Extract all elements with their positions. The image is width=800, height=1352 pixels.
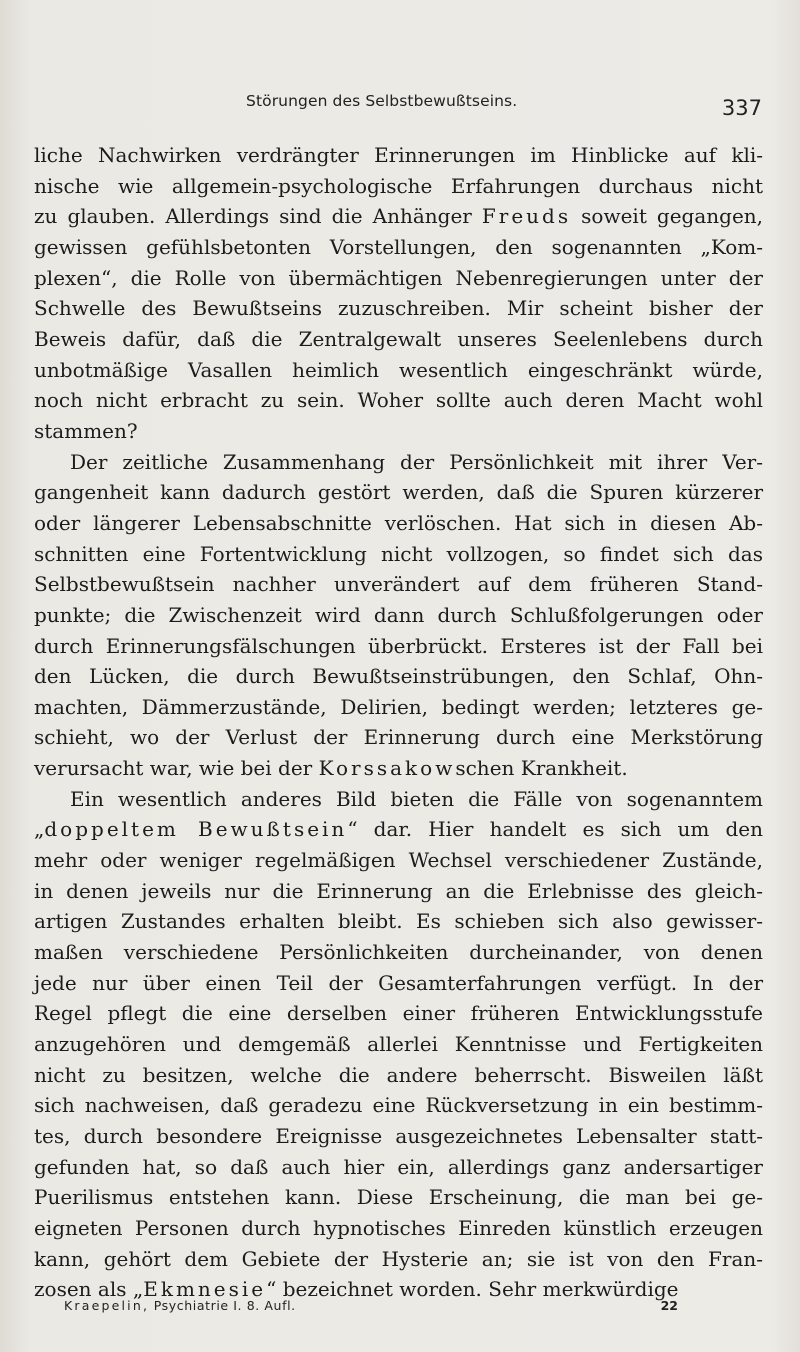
text-segment: zosen als „ (34, 1277, 144, 1302)
text-line (34, 661, 763, 692)
text-segment: sich nachweisen, daß geradezu eine Rückversetzung in ein bestimm- (34, 1093, 763, 1118)
text-segment: gewissen gefühlsbetonten Vorstellungen, den sogenannten „Kom- (34, 234, 763, 259)
text-segment: Der zeitliche Zusammenhang der Persönlichkeit mit ihrer Ver- (70, 449, 763, 474)
text-line (34, 385, 763, 416)
text-segment: Regel pflegt die eine derselben einer früheren Entwicklungsstufe (34, 1001, 763, 1026)
text-line (34, 1213, 763, 1244)
text-line (34, 722, 763, 753)
text-segment: machten, Dämmerzustände, Delirien, bedingt werden; letzteres ge- (34, 694, 763, 719)
text-line (34, 784, 763, 815)
text-line (34, 937, 763, 968)
text-line (34, 355, 763, 386)
text-segment: kann, gehört dem Gebiete der Hysterie an; sie ist von den Fran- (34, 1246, 763, 1271)
text-segment: unbotmäßige Vasallen heimlich wesentlich eingeschränkt würde, (34, 357, 763, 382)
text-line (34, 1090, 763, 1121)
text-line (34, 1121, 763, 1152)
text-line (34, 539, 763, 570)
text-line (34, 569, 763, 600)
text-line (34, 508, 763, 539)
text-line (34, 968, 763, 999)
text-segment: stammen? (34, 418, 138, 443)
emphasized-text: Korssakow (318, 756, 456, 781)
running-header (34, 92, 762, 128)
text-line (34, 1152, 763, 1183)
text-line (34, 293, 763, 324)
text-line (34, 447, 763, 478)
text-line (34, 416, 763, 447)
text-segment: mehr oder weniger regelmäßigen Wechsel verschiedener Zustände, (34, 848, 763, 873)
text-line (34, 998, 763, 1029)
emphasized-text: doppeltem Bewußtsein (44, 817, 348, 842)
text-segment: anzugehören und demgemäß allerlei Kenntnisse und Fertigkeiten (34, 1032, 763, 1057)
text-line (34, 906, 763, 937)
text-line (34, 692, 763, 723)
text-segment: zu glauben. Allerdings sind die Anhänger (34, 204, 482, 229)
page-footer (64, 1298, 678, 1318)
text-line (34, 201, 763, 232)
text-segment: eigneten Personen durch hypnotisches Einreden künstlich erzeugen (34, 1215, 763, 1240)
emphasized-text: Freuds (481, 204, 572, 229)
text-segment: Beweis dafür, daß die Zentralgewalt unseres Seelenlebens durch (34, 326, 763, 351)
text-segment: tes, durch besondere Ereignisse ausgezeichnetes Lebensalter statt- (34, 1124, 763, 1148)
text-line (34, 1060, 763, 1091)
text-segment: jede nur über einen Teil der Gesamterfahrungen verfügt. In der (34, 970, 763, 995)
footer-citation (64, 1298, 296, 1313)
text-line (34, 753, 763, 784)
text-segment: schen Krankheit. (455, 756, 628, 781)
text-segment: plexen“, die Rolle von übermächtigen Nebenregierungen unter der (34, 265, 763, 290)
text-segment: in denen jeweils nur die Erinnerung an die Erlebnisse des gleich- (34, 878, 763, 903)
text-line (34, 324, 763, 355)
text-segment: gefunden hat, so daß auch hier ein, allerdings ganz andersartiger (34, 1154, 763, 1179)
emphasized-text: Ekmnesie (143, 1277, 267, 1302)
text-segment: schieht, wo der Verlust der Erinnerung durch eine Merkstörung (34, 725, 763, 750)
text-segment: “ bezeichnet worden. Sehr merkwürdige (266, 1277, 679, 1302)
text-segment: Schwelle des Bewußtseins zuzuschreiben. Mir scheint bisher der (34, 296, 763, 321)
text-line (34, 845, 763, 876)
text-segment: “ dar. Hier handelt es sich um den (347, 817, 764, 842)
running-title: Störungen des Selbstbewußtseins. (246, 92, 518, 110)
text-segment: liche Nachwirken verdrängter Erinnerungen im Hinblicke auf kli- (34, 143, 763, 167)
text-segment: soweit gegangen, (571, 204, 764, 229)
footer-author: Kraepelin, (64, 1298, 150, 1313)
text-line (34, 140, 763, 171)
text-line (34, 631, 763, 662)
text-segment: artigen Zustandes erhalten bleibt. Es schieben sich also gewisser- (34, 909, 763, 934)
text-line (34, 814, 763, 845)
text-segment: punkte; die Zwischenzeit wird dann durch Schlußfolgerungen oder (34, 602, 763, 627)
text-segment: den Lücken, die durch Bewußtseinstrübungen, den Schlaf, Ohn- (34, 664, 763, 689)
text-segment: nische wie allgemein-psychologische Erfahrungen durchaus nicht (34, 173, 763, 198)
signature-mark: 22 (660, 1298, 678, 1313)
text-line (34, 1182, 763, 1213)
text-line (34, 171, 763, 202)
text-segment: Puerilismus entstehen kann. Diese Erscheinung, die man bei ge- (34, 1185, 763, 1210)
text-line (34, 1244, 763, 1275)
text-segment: Selbstbewußtsein nachher unverändert auf dem früheren Stand- (34, 572, 763, 597)
text-segment: Ein wesentlich anderes Bild bieten die Fälle von sogenanntem (70, 786, 763, 811)
text-segment: durch Erinnerungsfälschungen überbrückt. Ersteres ist der Fall bei (34, 633, 763, 658)
text-line (34, 477, 763, 508)
text-segment: verursacht war, wie bei der (34, 756, 319, 781)
text-segment: gangenheit kann dadurch gestört werden, daß die Spuren kürzerer (34, 480, 763, 505)
body-text (34, 140, 763, 1305)
text-segment: nicht zu besitzen, welche die andere beherrscht. Bisweilen läßt (34, 1062, 763, 1087)
footer-work: Psychiatrie I. 8. Aufl. (153, 1298, 296, 1313)
text-line (34, 600, 763, 631)
text-segment: „ (34, 817, 45, 842)
text-line (34, 1029, 763, 1060)
page-number: 337 (721, 96, 762, 120)
text-line (34, 876, 763, 907)
text-segment: maßen verschiedene Persönlichkeiten durcheinander, von denen (34, 940, 763, 965)
text-segment: noch nicht erbracht zu sein. Woher sollte auch deren Macht wohl (34, 388, 763, 413)
text-line (34, 263, 763, 294)
text-line (34, 232, 763, 263)
text-segment: schnitten eine Fortentwicklung nicht vollzogen, so findet sich das (34, 541, 763, 566)
text-segment: oder längerer Lebensabschnitte verlöschen. Hat sich in diesen Ab- (34, 510, 763, 535)
